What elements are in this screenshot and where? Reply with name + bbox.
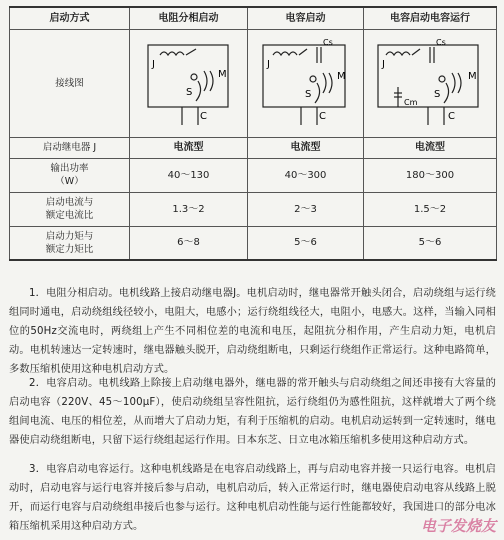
table-cell: 5～6 (364, 226, 497, 260)
label-s: S (434, 89, 441, 100)
table-cell: 电流型 (364, 137, 497, 158)
header-cell-resistor-split: 电阻分相启动 (130, 7, 248, 29)
paragraph-text: 1．电阻分相启动。电机线路上接启动继电器J。电机启动时，继电器常开触头闭合，启动绕组与运行绕组同时通电，启动绕组线径较小，电阻大，电感小；运行绕组线径大，电阻小，电感大。这样，当输入同相位的50Hz交流电时，两绕组上产生不同相位差的电流和电压，起阻抗分相作用，产生启动力矩，电机启动。电机转速达一定转速时，继电器触头脱开，启动绕组断电，只剩运行绕组作正常运行。这种电路简单，多数压缩机使用这种电机启动方式。 (9, 288, 496, 375)
label-m: M (336, 71, 346, 82)
table-cell: 1.3～2 (130, 192, 248, 226)
table-cell: 6～8 (130, 226, 248, 260)
diagram-cell-resistor-split (130, 29, 248, 137)
table-cell: 40～300 (248, 158, 364, 192)
paragraph-resistor-split (9, 284, 496, 379)
table-cell: 电流型 (248, 137, 364, 158)
table-cell: 180～300 (364, 158, 497, 192)
resistor-split-wiring-diagram (134, 33, 244, 133)
label-j: J (266, 59, 270, 70)
table-row (10, 158, 497, 192)
row-label: 启动继电器 J (10, 137, 130, 158)
label-j: J (151, 59, 155, 70)
diagram-cell-capacitor-start-run (364, 29, 497, 137)
diagram-row (10, 29, 497, 137)
table-row (10, 192, 497, 226)
paragraph-capacitor-start (9, 374, 496, 450)
label-c: C (318, 111, 326, 122)
capacitor-start-run-wiring-diagram (368, 33, 492, 133)
table-cell: 2～3 (248, 192, 364, 226)
paragraph-text: 3．电容启动电容运行。这种电机线路是在电容启动线路上，再与启动电容并接一只运行电容。电机启动时，启动电容与运行电容并接后参与启动，电机启动后，转入正常运行时，继电器使启动电容从线路上脱开，而运行电容与启动绕组串接后也参与运行。这种电机启动性能与运行性能都较好，我国进口的部分电冰箱压缩机采用这种启动方式。 (9, 464, 496, 532)
watermark-logo: 电子发烧友 (420, 517, 496, 535)
paragraph-text: 2．电容启动。电机线路上除接上启动继电器外，继电器的常开触头与启动绕组之间还串接有大容量的启动电容（220V、45～100μF），使启动绕组呈容性阻抗，运行绕组仍为感性阻抗，这样就增大了两个绕组间电流、电压的相位差，从而增大了启动力矩，有利于压缩机的启动。电机启动运转到一定转速时，继电器使启动绕组断电，只留下运行绕组起运行作用。日本东芝、日立电冰箱压缩机多使用这种启动方式。 (9, 378, 496, 446)
row-label-diagram: 接线图 (10, 29, 130, 137)
label-s: S (185, 87, 192, 98)
diagram-cell-capacitor-start (248, 29, 364, 137)
header-cell-mode: 启动方式 (10, 7, 130, 29)
label-m: M (468, 71, 477, 82)
table-cell: 电流型 (130, 137, 248, 158)
label-c: C (448, 111, 455, 122)
table-row (10, 226, 497, 260)
motor-start-table (9, 6, 497, 261)
table-header-row (10, 7, 497, 29)
header-cell-capacitor-start: 电容启动 (248, 7, 364, 29)
label-m: M (217, 69, 227, 80)
label-c: C (199, 111, 207, 122)
label-j: J (382, 59, 385, 70)
table-row (10, 137, 497, 158)
table-cell: 5～6 (248, 226, 364, 260)
row-label: 启动电流与 额定电流比 (10, 192, 130, 226)
row-label: 输出功率 （W） (10, 158, 130, 192)
label-cs: Cs (322, 38, 333, 47)
row-label: 启动力矩与 额定力矩比 (10, 226, 130, 260)
label-s: S (304, 89, 311, 100)
table-cell: 1.5～2 (364, 192, 497, 226)
header-cell-capacitor-start-run: 电容启动电容运行 (364, 7, 497, 29)
label-cm: Cm (404, 98, 418, 107)
capacitor-start-wiring-diagram (251, 33, 361, 133)
table-cell: 40～130 (130, 158, 248, 192)
label-cs: Cs (436, 38, 446, 47)
